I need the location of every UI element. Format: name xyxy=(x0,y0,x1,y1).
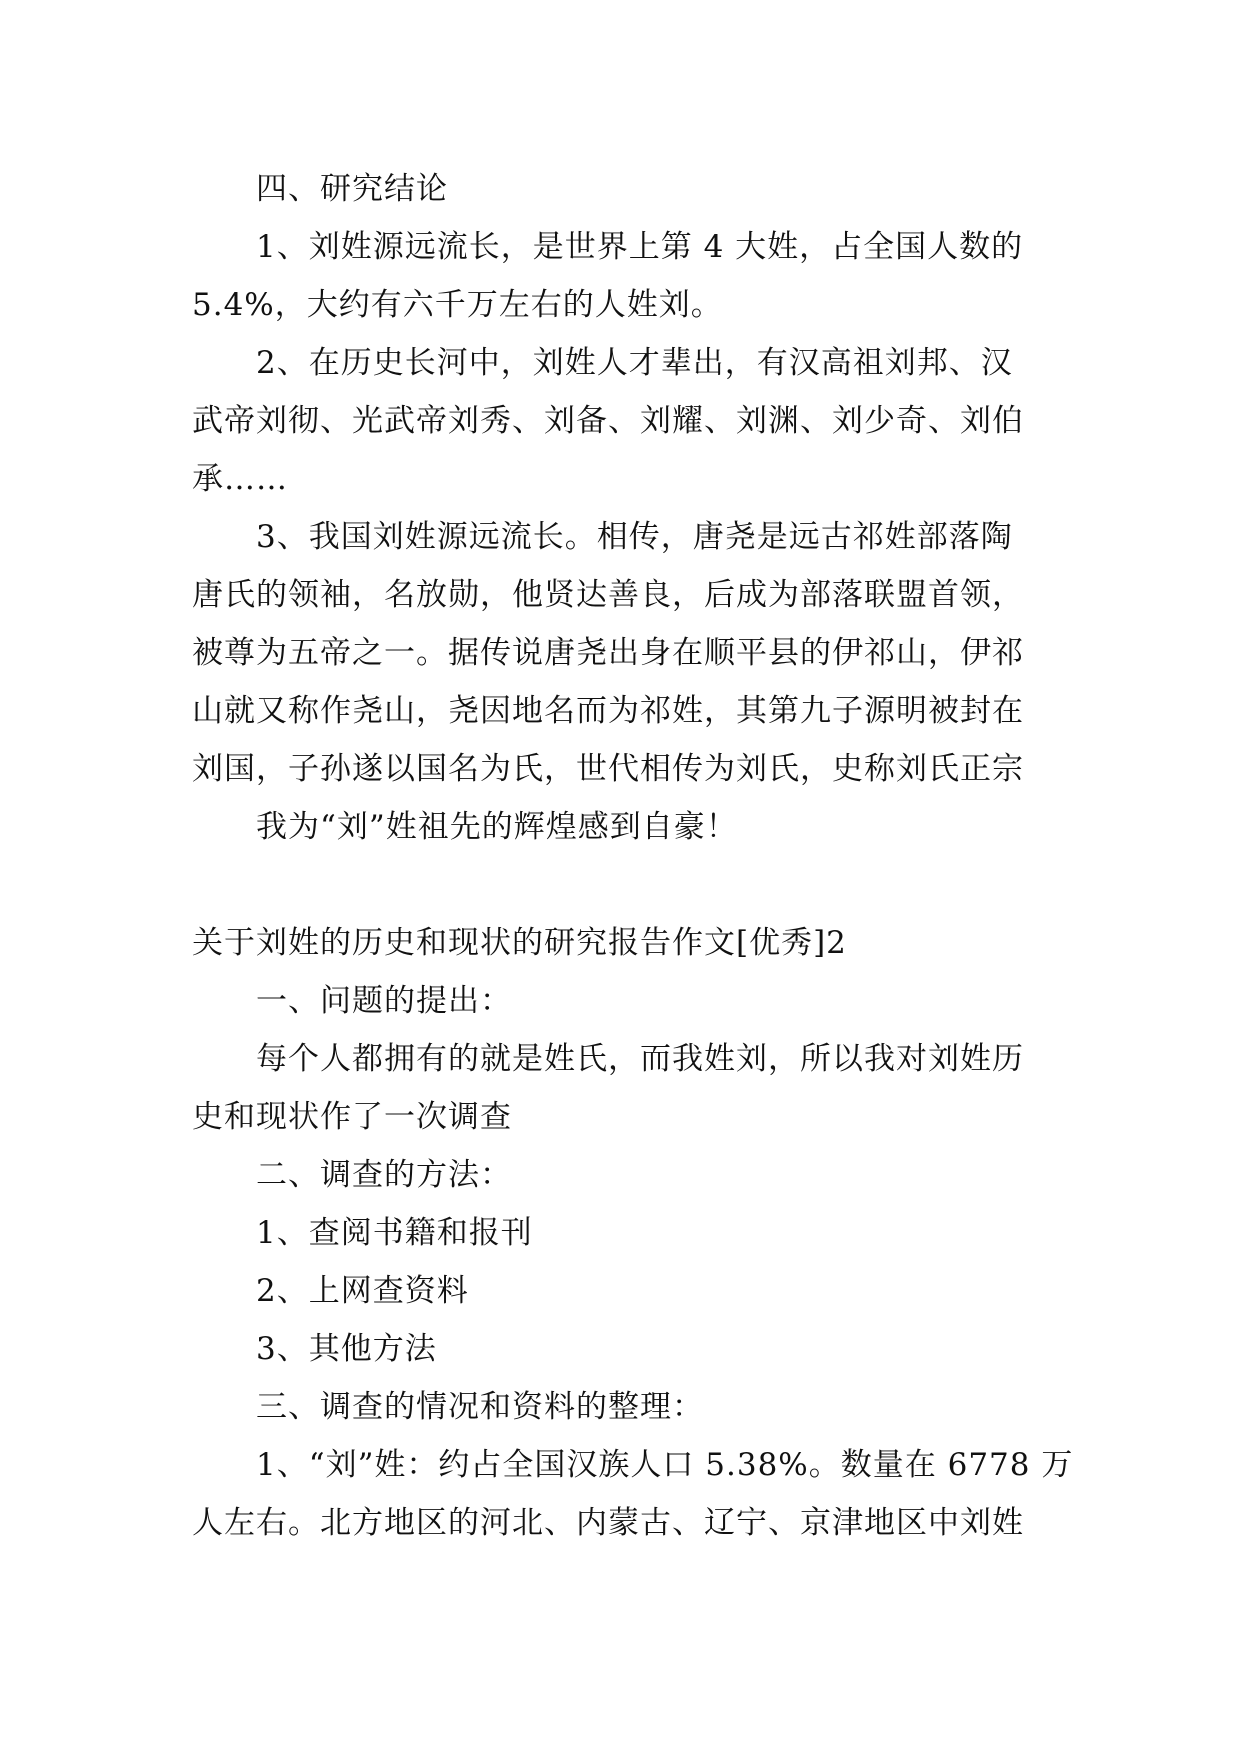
method-item: 2、上网查资料 xyxy=(256,1273,469,1309)
paragraph-line: 唐氏的领袖，名放勋，他贤达善良，后成为部落联盟首领， xyxy=(192,577,1024,613)
paragraph-line: 人左右。北方地区的河北、内蒙古、辽宁、京津地区中刘姓 xyxy=(192,1505,1024,1541)
document-body xyxy=(192,160,1072,1552)
paragraph-line: 承…… xyxy=(192,461,288,497)
section-heading-conclusion: 四、研究结论 xyxy=(256,171,448,207)
paragraph-line: 每个人都拥有的就是姓氏，而我姓刘，所以我对刘姓历 xyxy=(256,1041,1024,1077)
paragraph-line: 我为“刘”姓祖先的辉煌感到自豪！ xyxy=(256,809,738,845)
paragraph-line: 刘国，子孙遂以国名为氏，世代相传为刘氏，史称刘氏正宗 xyxy=(192,751,1024,787)
paragraph-line: 5.4%，大约有六千万左右的人姓刘。 xyxy=(192,287,723,323)
section-heading-findings: 三、调查的情况和资料的整理： xyxy=(256,1389,704,1425)
section-heading-question: 一、问题的提出： xyxy=(256,983,512,1019)
paragraph-line: 武帝刘彻、光武帝刘秀、刘备、刘耀、刘渊、刘少奇、刘伯 xyxy=(192,403,1024,439)
document-title: 关于刘姓的历史和现状的研究报告作文[优秀]2 xyxy=(192,925,847,961)
method-item: 1、查阅书籍和报刊 xyxy=(256,1215,533,1251)
section-spacer xyxy=(192,856,1072,914)
paragraph-line: 1、“刘”姓：约占全国汉族人口 5.38%。数量在 6778 万 xyxy=(256,1447,1074,1483)
method-item: 3、其他方法 xyxy=(256,1331,437,1367)
section-heading-method: 二、调查的方法： xyxy=(256,1157,512,1193)
paragraph-line: 史和现状作了一次调查 xyxy=(192,1099,512,1135)
paragraph-line: 2、在历史长河中，刘姓人才辈出，有汉高祖刘邦、汉 xyxy=(256,345,1013,381)
paragraph-line: 3、我国刘姓源远流长。相传，唐尧是远古祁姓部落陶 xyxy=(256,519,1013,555)
paragraph-line: 被尊为五帝之一。据传说唐尧出身在顺平县的伊祁山，伊祁 xyxy=(192,635,1024,671)
paragraph-line: 山就又称作尧山，尧因地名而为祁姓，其第九子源明被封在 xyxy=(192,693,1024,729)
paragraph-line: 1、刘姓源远流长，是世界上第 4 大姓，占全国人数的 xyxy=(256,229,1024,265)
